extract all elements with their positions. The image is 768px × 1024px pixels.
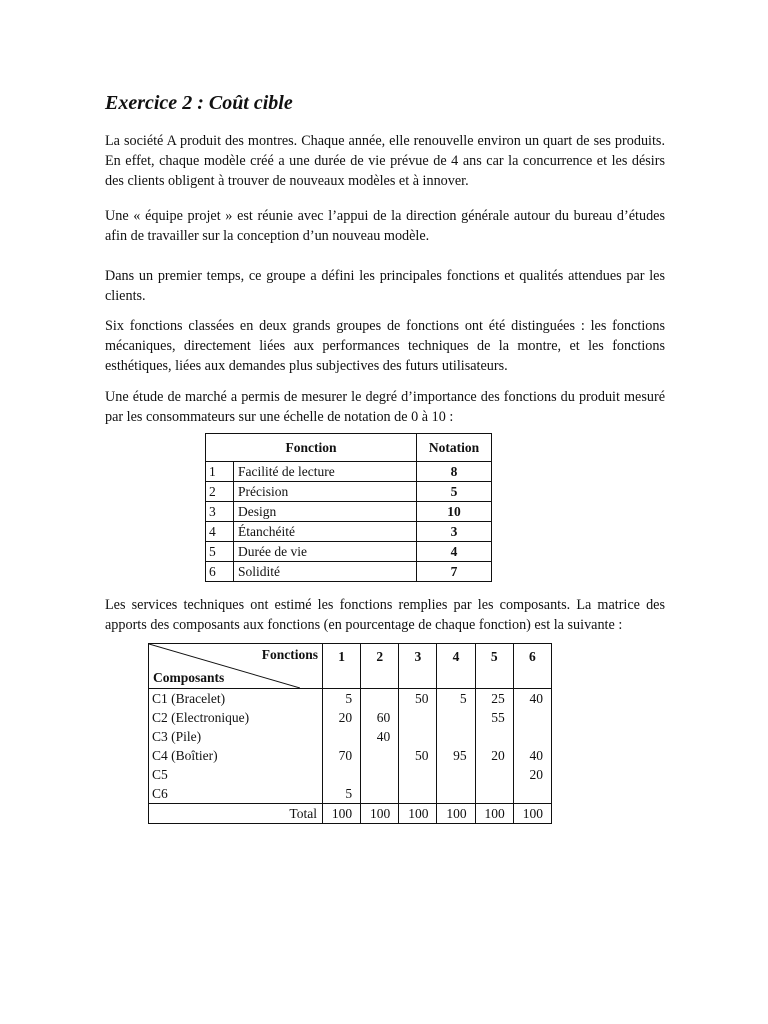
row-number: 5	[206, 542, 234, 562]
component-label: C4 (Boîtier)	[149, 746, 323, 765]
function-name: Facilité de lecture	[234, 462, 417, 482]
table-row	[149, 727, 552, 746]
exercise-title: Exercice 2 : Coût cible	[105, 92, 293, 114]
matrix-cell	[322, 765, 360, 784]
paragraph-project-team: Une « équipe projet » est réunie avec l’appui de la direction générale autour du bureau d’études afin de travailler sur la conception d’un nouveau modèle.	[105, 208, 665, 244]
column-header: 3	[399, 644, 437, 689]
header-notation: Notation	[417, 434, 492, 462]
row-number: 6	[206, 562, 234, 582]
function-name: Solidité	[234, 562, 417, 582]
total-label: Total	[149, 804, 323, 824]
matrix-cell: 20	[322, 708, 360, 727]
matrix-cell: 40	[513, 746, 551, 765]
matrix-cell	[475, 765, 513, 784]
matrix-cell: 5	[437, 689, 475, 709]
function-score: 8	[417, 462, 492, 482]
header-fonction: Fonction	[206, 434, 417, 462]
matrix-cell: 50	[399, 689, 437, 709]
matrix-cell	[322, 727, 360, 746]
component-label: C1 (Bracelet)	[149, 689, 323, 709]
row-number: 2	[206, 482, 234, 502]
matrix-cell	[513, 708, 551, 727]
notation-table-header	[206, 434, 492, 462]
matrix-cell: 55	[475, 708, 513, 727]
paragraph-technical-services: Les services techniques ont estimé les fonctions remplies par les composants. La matrice des apports des composants aux fonctions (en pourcentage de chaque fonction) est la suivante :	[105, 597, 665, 633]
matrix-cell: 95	[437, 746, 475, 765]
function-name: Durée de vie	[234, 542, 417, 562]
notation-table	[205, 433, 492, 582]
header-fonctions-label: Fonctions	[261, 647, 318, 662]
function-name: Étanchéité	[234, 522, 417, 542]
component-label: C3 (Pile)	[149, 727, 323, 746]
matrix-cell: 50	[399, 746, 437, 765]
matrix-cell: 40	[361, 727, 399, 746]
table-row	[206, 502, 492, 522]
column-header: 2	[361, 644, 399, 689]
table-row	[149, 689, 552, 709]
matrix-cell: 70	[322, 746, 360, 765]
paragraph-market-study: Une étude de marché a permis de mesurer le degré d’importance des fonctions du produit mesuré par les consommateurs sur une échelle de notation de 0 à 10 :	[105, 389, 665, 425]
matrix-cell: 25	[475, 689, 513, 709]
function-score: 10	[417, 502, 492, 522]
paragraph-functions-defined: Dans un premier temps, ce groupe a défini les principales fonctions et qualités attendues par les clients.	[105, 268, 665, 304]
paragraph-six-functions: Six fonctions classées en deux grands groupes de fonctions ont été distinguées : les fonctions mécaniques, directement liées aux performances techniques de la montre, et les fonctions esthétiques, liées aux demandes plus subjectives des futurs utilisateurs.	[105, 318, 665, 374]
function-score: 4	[417, 542, 492, 562]
matrix-cell	[361, 765, 399, 784]
component-label: C2 (Electronique)	[149, 708, 323, 727]
matrix-cell	[437, 765, 475, 784]
matrix-cell	[361, 689, 399, 709]
matrix-cell	[475, 784, 513, 804]
matrix-cell: 20	[513, 765, 551, 784]
table-row	[149, 784, 552, 804]
matrix-cell	[361, 746, 399, 765]
paragraph-intro: La société A produit des montres. Chaque année, elle renouvelle environ un quart de ses produits. En effet, chaque modèle créé a une durée de vie prévue de 4 ans car la concurrence et les désirs des clients obligent à trouver de nouveaux modèles et à innover.	[105, 133, 665, 189]
total-cell: 100	[437, 804, 475, 824]
matrix-cell	[399, 765, 437, 784]
table-row	[149, 746, 552, 765]
row-number: 1	[206, 462, 234, 482]
function-score: 5	[417, 482, 492, 502]
matrix-cell: 20	[475, 746, 513, 765]
total-cell: 100	[399, 804, 437, 824]
matrix-corner-cell	[149, 644, 323, 689]
matrix-cell: 5	[322, 784, 360, 804]
table-row	[149, 708, 552, 727]
matrix-cell	[361, 784, 399, 804]
matrix-cell: 60	[361, 708, 399, 727]
row-number: 4	[206, 522, 234, 542]
matrix-cell	[437, 727, 475, 746]
matrix-cell	[399, 784, 437, 804]
table-row	[206, 482, 492, 502]
matrix-cell	[437, 708, 475, 727]
table-row	[206, 522, 492, 542]
contribution-matrix-table	[148, 643, 552, 824]
table-row	[206, 542, 492, 562]
function-name: Précision	[234, 482, 417, 502]
column-header: 4	[437, 644, 475, 689]
function-name: Design	[234, 502, 417, 522]
matrix-cell	[437, 784, 475, 804]
matrix-cell: 40	[513, 689, 551, 709]
matrix-cell: 5	[322, 689, 360, 709]
row-number: 3	[206, 502, 234, 522]
table-row	[149, 765, 552, 784]
total-cell: 100	[322, 804, 360, 824]
matrix-cell	[513, 784, 551, 804]
function-score: 3	[417, 522, 492, 542]
total-cell: 100	[361, 804, 399, 824]
column-header: 6	[513, 644, 551, 689]
table-row	[206, 462, 492, 482]
total-cell: 100	[475, 804, 513, 824]
total-row	[149, 804, 552, 824]
matrix-cell	[475, 727, 513, 746]
component-label: C6	[149, 784, 323, 804]
table-row	[206, 562, 492, 582]
matrix-cell	[399, 708, 437, 727]
total-cell: 100	[513, 804, 551, 824]
header-composants-label: Composants	[153, 670, 225, 685]
matrix-cell	[399, 727, 437, 746]
matrix-header-row	[149, 644, 552, 689]
matrix-cell	[513, 727, 551, 746]
column-header: 5	[475, 644, 513, 689]
component-label: C5	[149, 765, 323, 784]
function-score: 7	[417, 562, 492, 582]
column-header: 1	[322, 644, 360, 689]
